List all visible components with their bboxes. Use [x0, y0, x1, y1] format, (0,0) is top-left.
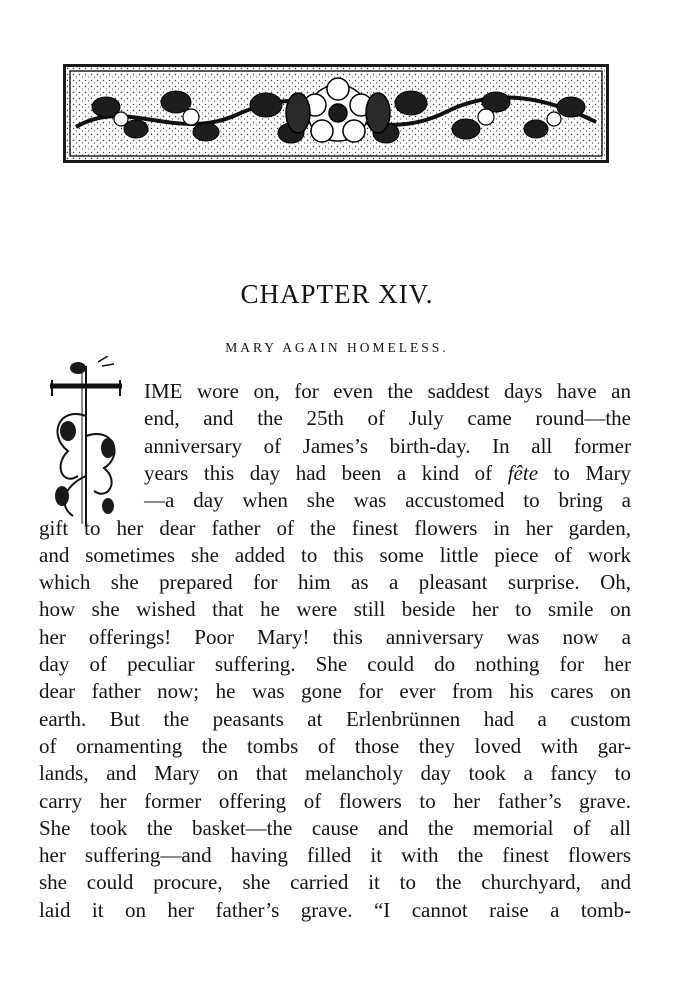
text-line: She took the basket—the cause and the memorial of all — [39, 815, 631, 840]
text-line: day of peculiar suffering. She could do nothing for her — [39, 652, 631, 676]
chapter-subtitle: MARY AGAIN HOMELESS. — [225, 340, 449, 355]
text-line: anniversary of James’s birth-day. In all former — [144, 433, 631, 458]
text-line: lands, and Mary on that melancholy day took a fancy to — [39, 761, 631, 786]
decorated-initial-t — [38, 356, 134, 532]
text-line: carry her former offering of flowers to her father’s grave. — [39, 788, 631, 813]
text-line: earth. But the peasants at Erlenbrünnen had a custom — [39, 706, 631, 731]
text-line: she could procure, she carried it to the churchyard, and — [39, 870, 631, 895]
floral-header-ornament — [63, 64, 609, 163]
text-line: and sometimes she added to this some little piece of work — [39, 542, 631, 567]
text-line: —a day when she was accustomed to bring a — [144, 488, 631, 513]
chapter-title: CHAPTER XIV. — [240, 279, 434, 309]
text-line: laid it on her father’s grave. “I cannot raise a tomb- — [39, 897, 631, 922]
text-line: how she wished that he were still beside her to smile on — [39, 597, 631, 622]
text-line: which she prepared for him as a pleasant surprise. Oh, — [39, 570, 631, 595]
text-line-part: to Mary — [538, 460, 631, 485]
text-line — [144, 461, 631, 485]
text-line: her suffering—and having filled it with the finest flowers — [39, 843, 631, 868]
text-line: gift to her dear father of the finest flowers in her garden, — [39, 515, 631, 540]
text-line: end, and the 25th of July came round—the — [144, 406, 631, 431]
text-line-part: years this day had been a kind of — [144, 460, 508, 485]
text-line: her offerings! Poor Mary! this anniversary was now a — [39, 624, 631, 649]
text-line: of ornamenting the tombs of those they loved with gar- — [39, 733, 631, 758]
text-line: IME wore on, for even the saddest days have an — [144, 379, 631, 403]
text-line: dear father now; he was gone for ever from his cares on — [39, 679, 631, 704]
emphasis-fete: fête — [507, 460, 539, 485]
